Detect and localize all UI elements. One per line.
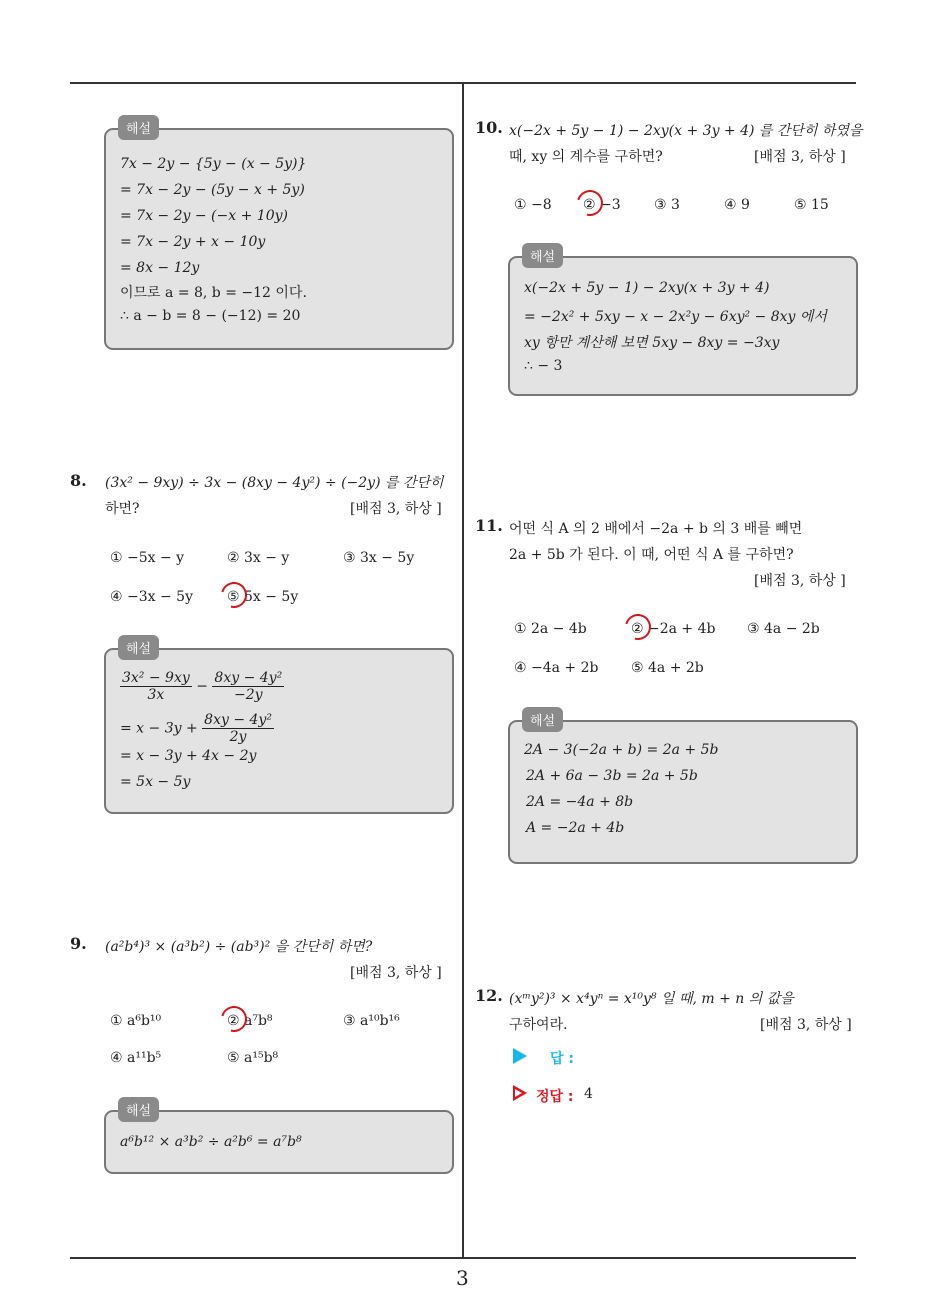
selected-answer-mark xyxy=(216,1001,252,1037)
solution-line: = 8x − 12y xyxy=(120,260,200,276)
option-1[interactable]: ① 2a − 4b xyxy=(514,621,587,637)
solution-line: 7x − 2y − {5y − (x − 5y)} xyxy=(120,156,307,172)
solution-line: 2A − 3(−2a + b) = 2a + 5b xyxy=(524,742,719,758)
question-text: (a²b⁴)³ × (a³b²) ÷ (ab³)² 을 간단히 하면? xyxy=(105,939,373,955)
q8-solution-box xyxy=(104,642,454,814)
solution-line: xy 항만 계산해 보면 5xy − 8xy = −3xy xyxy=(524,335,780,351)
solution-tag: 해설 xyxy=(522,243,563,268)
fraction: $\frac{\text{8xy − 4y²}}{-2y}$ xyxy=(214,670,283,703)
solution-line: 2A = −4a + 8b xyxy=(526,794,634,810)
option-4[interactable]: ④ 9 xyxy=(724,197,750,213)
solution-line: = 7x − 2y − (−x + 10y) xyxy=(120,208,288,224)
question-text: 구하여라. xyxy=(509,1017,568,1033)
q7-solution-box xyxy=(104,122,454,350)
solution-line: ∴ − 3 xyxy=(524,358,563,374)
solution-line: x(−2x + 5y − 1) − 2xy(x + 3y + 4) xyxy=(524,280,770,296)
option-2[interactable]: ② a⁷b⁸ xyxy=(227,1013,273,1029)
solution-tag: 해설 xyxy=(118,1097,159,1122)
option-3[interactable]: ③ 4a − 2b xyxy=(747,621,820,637)
solution-line: A = −2a + 4b xyxy=(526,820,625,836)
answer-arrow-icon xyxy=(513,1048,527,1064)
solution-line: ∴ a − b = 8 − (−12) = 20 xyxy=(120,308,301,324)
question-text: (xᵐy²)³ × x⁴yⁿ = x¹⁰y⁸ 일 때, m + n 의 값을 xyxy=(509,991,794,1007)
question-text: x(−2x + 5y − 1) − 2xy(x + 3y + 4) 를 간단히 하였을 xyxy=(509,123,863,139)
option-4[interactable]: ④ −4a + 2b xyxy=(514,660,599,676)
question-number: 8. xyxy=(70,471,87,490)
option-5[interactable]: ⑤ a¹⁵b⁸ xyxy=(227,1050,279,1066)
correct-arrow-inner xyxy=(515,1089,522,1097)
question-number: 10. xyxy=(475,118,503,137)
solution-line: = x − 3y + 4x − 2y xyxy=(120,748,257,764)
question-text: 때, xy 의 계수를 구하면? xyxy=(509,149,663,165)
option-1[interactable]: ① a⁶b¹⁰ xyxy=(110,1013,162,1029)
question-text: 2a + 5b 가 된다. 이 때, 어떤 식 A 를 구하면? xyxy=(509,547,794,563)
option-4[interactable]: ④ a¹¹b⁵ xyxy=(110,1050,162,1066)
option-3[interactable]: ③ a¹⁰b¹⁶ xyxy=(343,1013,400,1029)
option-1[interactable]: ① −5x − y xyxy=(110,550,185,566)
solution-line: 이므로 a = 8, b = −12 이다. xyxy=(120,285,307,301)
solution-line: = 7x − 2y − (5y − x + 5y) xyxy=(120,182,305,198)
option-2[interactable]: ② −2a + 4b xyxy=(631,621,716,637)
option-5[interactable]: ⑤ 5x − 5y xyxy=(227,589,299,605)
q11-solution-box xyxy=(508,714,858,864)
option-4[interactable]: ④ −3x − 5y xyxy=(110,589,193,605)
question-text: (3x² − 9xy) ÷ 3x − (8xy − 4y²) ÷ (−2y) 를 간단히 xyxy=(105,475,444,491)
score-meta: [배점 3, 하상 ] xyxy=(350,501,442,517)
correct-label: 정답 : xyxy=(536,1089,574,1105)
q9-solution-box xyxy=(104,1104,454,1174)
option-1[interactable]: ① −8 xyxy=(514,197,552,213)
option-3[interactable]: ③ 3 xyxy=(654,197,680,213)
solution-line: = 7x − 2y + x − 10y xyxy=(120,234,266,250)
answer-label: 답 : xyxy=(550,1051,574,1067)
bottom-rule xyxy=(70,1257,856,1259)
question-text: 하면? xyxy=(105,501,140,517)
score-meta: [배점 3, 하상 ] xyxy=(754,573,846,589)
answer-input-area[interactable] xyxy=(590,1046,790,1066)
score-meta: [배점 3, 하상 ] xyxy=(760,1017,852,1033)
solution-line: 2A + 6a − 3b = 2a + 5b xyxy=(526,768,698,784)
question-number: 12. xyxy=(475,986,503,1005)
fraction: $\frac{\text{8xy − 4y²}}{2y}$ xyxy=(204,712,272,745)
option-3[interactable]: ③ 3x − 5y xyxy=(343,550,415,566)
selected-answer-mark xyxy=(216,577,252,613)
score-meta: [배점 3, 하상 ] xyxy=(754,149,846,165)
question-number: 11. xyxy=(475,516,503,535)
solution-tag: 해설 xyxy=(522,707,563,732)
question-text: 어떤 식 A 의 2 배에서 −2a + b 의 3 배를 빼면 xyxy=(509,521,803,537)
correct-value: 4 xyxy=(584,1086,593,1102)
question-number: 9. xyxy=(70,934,87,953)
score-meta: [배점 3, 하상 ] xyxy=(350,965,442,981)
solution-line: = −2x² + 5xy − x − 2x²y − 6xy² − 8xy 에서 xyxy=(524,309,827,325)
solution-line: $\frac{\text{3x² − 9xy}}{3x}$ − $\frac{\text{8xy − 4y²}}{-2y}$ xyxy=(122,670,283,703)
q10-solution-box xyxy=(508,250,858,396)
option-5[interactable]: ⑤ 15 xyxy=(794,197,829,213)
solution-line: a⁶b¹² × a³b² ÷ a²b⁶ = a⁷b⁸ xyxy=(120,1134,302,1150)
page-number: 3 xyxy=(456,1266,469,1290)
solution-line: = x − 3y + $\frac{\text{8xy − 4y²}}{2y}$ xyxy=(120,712,272,745)
solution-tag: 해설 xyxy=(118,115,159,140)
option-2[interactable]: ② −3 xyxy=(583,197,621,213)
column-divider xyxy=(462,82,464,1258)
fraction: $\frac{\text{3x² − 9xy}}{3x}$ xyxy=(122,670,190,703)
solution-tag: 해설 xyxy=(118,635,159,660)
option-5[interactable]: ⑤ 4a + 2b xyxy=(631,660,704,676)
option-2[interactable]: ② 3x − y xyxy=(227,550,290,566)
selected-answer-mark xyxy=(572,185,608,221)
solution-line: = 5x − 5y xyxy=(120,774,191,790)
selected-answer-mark xyxy=(620,609,656,645)
